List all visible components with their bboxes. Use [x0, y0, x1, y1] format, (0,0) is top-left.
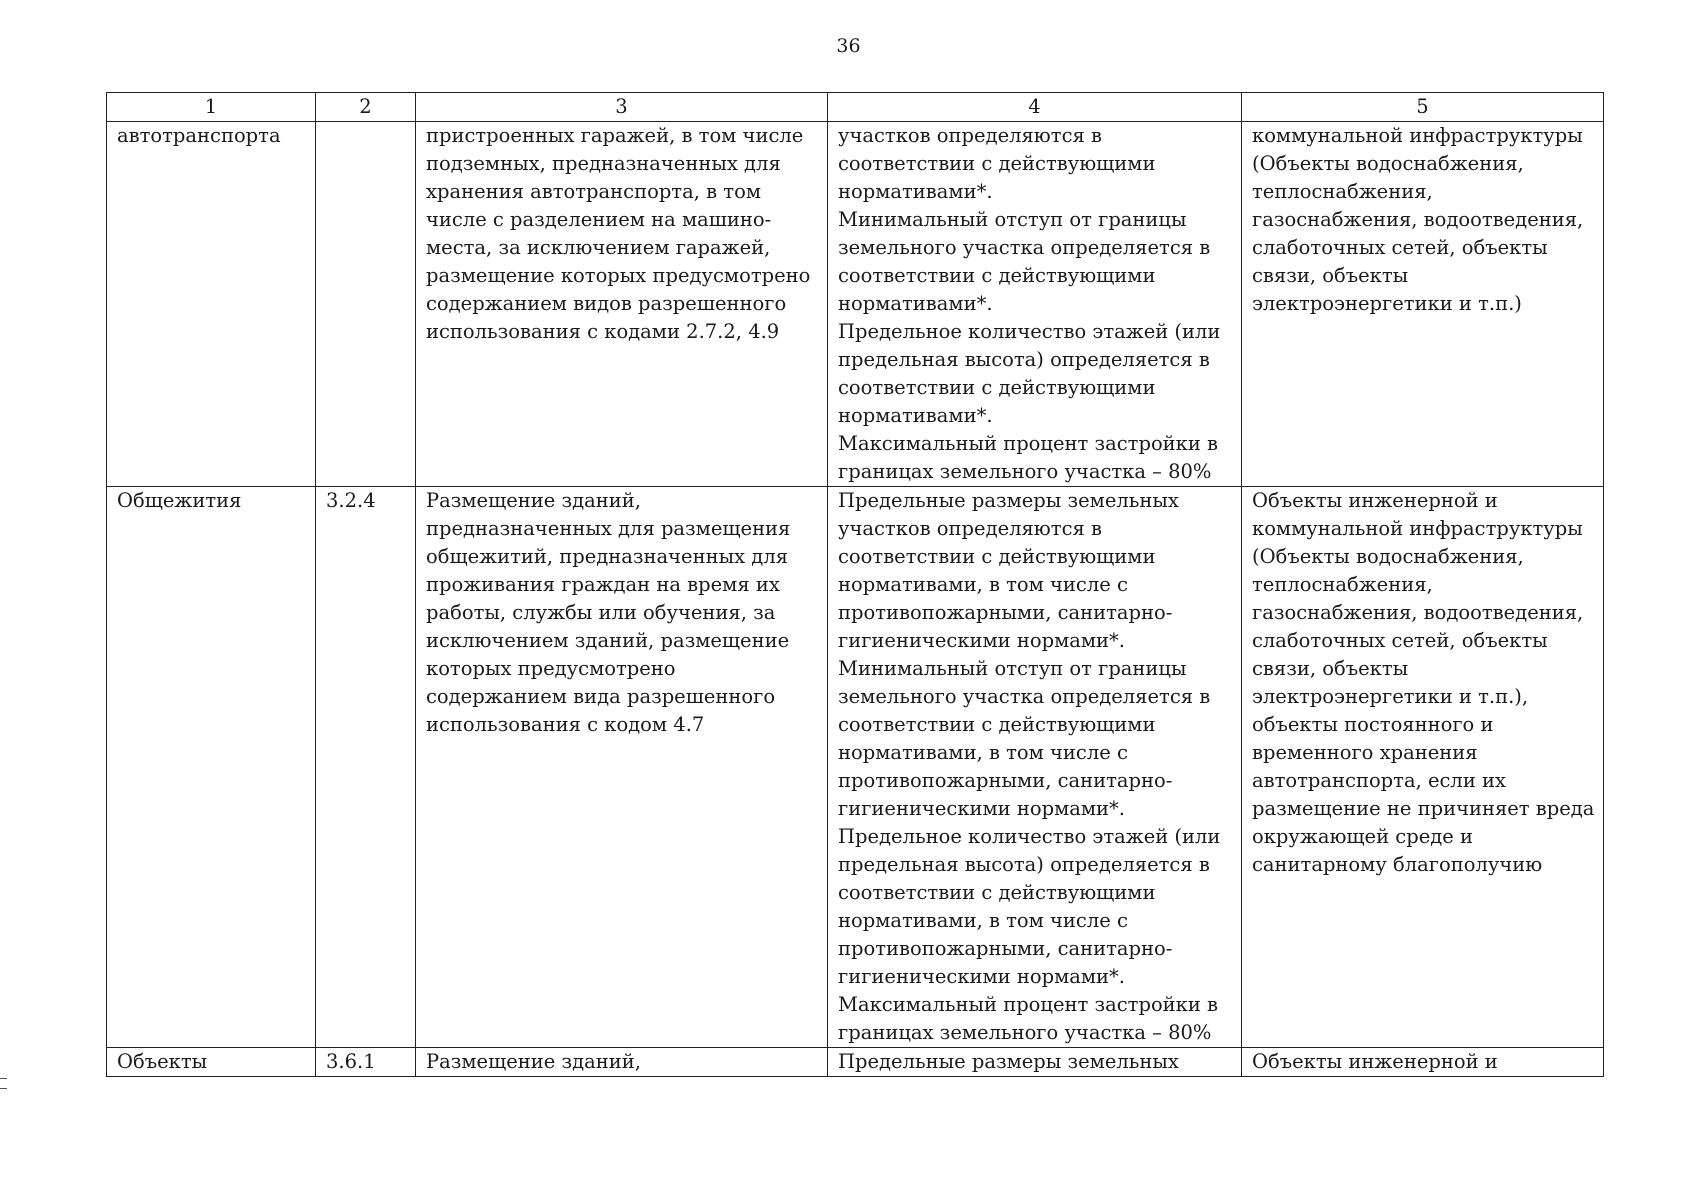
column-header: 4 [828, 93, 1242, 122]
column-header: 2 [316, 93, 416, 122]
cell-line: содержанием вида разрешенного [426, 685, 776, 708]
cell-line: соответствии с действующими [838, 264, 1156, 287]
cell-line: санитарному благополучию [1252, 853, 1543, 876]
cell-line: гигиеническими нормами*. [838, 629, 1125, 652]
cell-line: автотранспорта, если их [1252, 769, 1507, 792]
cell-line: Минимальный отступ от границы [838, 657, 1187, 680]
cell-line: границах земельного участка – 80% [838, 460, 1212, 483]
cell-line: окружающей среде и [1252, 825, 1473, 848]
auxiliary-uses-cell [1242, 122, 1604, 487]
cell-line: газоснабжения, водоотведения, [1252, 601, 1584, 624]
cell-line: временного хранения [1252, 741, 1478, 764]
cell-line: Предельное количество этажей (или [838, 825, 1221, 848]
cell-line: автотранспорта [117, 124, 281, 147]
zoning-table [106, 92, 1604, 1077]
use-name-cell [107, 122, 316, 487]
cell-line: размещение которых предусмотрено [426, 264, 811, 287]
table-row [107, 487, 1604, 1048]
cell-line: которых предусмотрено [426, 657, 676, 680]
cell-line: границах земельного участка – 80% [838, 1021, 1212, 1044]
use-code-cell [316, 122, 416, 487]
cell-line: пристроенных гаражей, в том числе [426, 124, 804, 147]
cell-line: земельного участка определяется в [838, 236, 1211, 259]
cell-line: предельная высота) определяется в [838, 853, 1210, 876]
column-header: 1 [107, 93, 316, 122]
cell-line: электроэнергетики и т.п.), [1252, 685, 1529, 708]
cell-line: Предельные размеры земельных [838, 489, 1179, 512]
cell-line: размещение не причиняет вреда [1252, 797, 1595, 820]
cell-line: Предельные размеры земельных [838, 1050, 1179, 1073]
cell-line: нормативами*. [838, 404, 993, 427]
scan-edge-mark [0, 1078, 7, 1089]
cell-line: слаботочных сетей, объекты [1252, 629, 1548, 652]
cell-line: гигиеническими нормами*. [838, 797, 1125, 820]
cell-line: Общежития [117, 489, 242, 512]
cell-line: работы, службы или обучения, за [426, 601, 776, 624]
parameters-cell [828, 1048, 1242, 1077]
cell-line: использования с кодами 2.7.2, 4.9 [426, 320, 780, 343]
cell-line: хранения автотранспорта, в том [426, 180, 761, 203]
cell-line: соответствии с действующими [838, 713, 1156, 736]
cell-line: Объекты инженерной и [1252, 1050, 1498, 1073]
cell-line: теплоснабжения, [1252, 573, 1433, 596]
cell-line: Предельное количество этажей (или [838, 320, 1221, 343]
cell-line: общежитий, предназначенных для [426, 545, 789, 568]
cell-line: связи, объекты [1252, 657, 1409, 680]
cell-line: Размещение зданий, [426, 1050, 641, 1073]
cell-line: соответствии с действующими [838, 376, 1156, 399]
use-description-cell [416, 122, 828, 487]
cell-line: 3.2.4 [326, 489, 376, 512]
cell-line: коммунальной инфраструктуры [1252, 517, 1583, 540]
cell-line: соответствии с действующими [838, 881, 1156, 904]
cell-line: (Объекты водоснабжения, [1252, 545, 1524, 568]
page-number: 36 [836, 35, 861, 57]
table-row [107, 122, 1604, 487]
column-header: 5 [1242, 93, 1604, 122]
cell-line: Размещение зданий, [426, 489, 641, 512]
cell-line: нормативами, в том числе с [838, 741, 1128, 764]
use-code-cell [316, 1048, 416, 1077]
cell-line: нормативами*. [838, 180, 993, 203]
cell-line: Объекты [117, 1050, 208, 1073]
cell-line: участков определяются в [838, 517, 1102, 540]
cell-line: теплоснабжения, [1252, 180, 1433, 203]
cell-line: противопожарными, санитарно- [838, 769, 1173, 792]
cell-line: Минимальный отступ от границы [838, 208, 1187, 231]
parameters-cell [828, 122, 1242, 487]
cell-line: Объекты инженерной и [1252, 489, 1498, 512]
column-header: 3 [416, 93, 828, 122]
use-name-cell [107, 487, 316, 1048]
cell-line: связи, объекты [1252, 264, 1409, 287]
cell-line: числе с разделением на машино- [426, 208, 772, 231]
cell-line: объекты постоянного и [1252, 713, 1494, 736]
use-code-cell [316, 487, 416, 1048]
cell-line: земельного участка определяется в [838, 685, 1211, 708]
cell-line: проживания граждан на время их [426, 573, 780, 596]
cell-line: соответствии с действующими [838, 545, 1156, 568]
auxiliary-uses-cell [1242, 487, 1604, 1048]
cell-line: противопожарными, санитарно- [838, 937, 1173, 960]
cell-line: гигиеническими нормами*. [838, 965, 1125, 988]
cell-line: электроэнергетики и т.п.) [1252, 292, 1522, 315]
cell-line: газоснабжения, водоотведения, [1252, 208, 1584, 231]
cell-line: места, за исключением гаражей, [426, 236, 771, 259]
cell-line: содержанием видов разрешенного [426, 292, 787, 315]
cell-line: участков определяются в [838, 124, 1102, 147]
cell-line: Максимальный процент застройки в [838, 993, 1219, 1016]
cell-line: (Объекты водоснабжения, [1252, 152, 1524, 175]
cell-line: 3.6.1 [326, 1050, 376, 1073]
cell-line: предназначенных для размещения [426, 517, 791, 540]
auxiliary-uses-cell [1242, 1048, 1604, 1077]
cell-line: нормативами, в том числе с [838, 909, 1128, 932]
cell-line: подземных, предназначенных для [426, 152, 781, 175]
use-description-cell [416, 487, 828, 1048]
cell-line: нормативами*. [838, 292, 993, 315]
cell-line: слаботочных сетей, объекты [1252, 236, 1548, 259]
table-row [107, 1048, 1604, 1077]
cell-line: предельная высота) определяется в [838, 348, 1210, 371]
cell-line: соответствии с действующими [838, 152, 1156, 175]
table-header-row [107, 93, 1604, 122]
cell-line: Максимальный процент застройки в [838, 432, 1219, 455]
cell-line: противопожарными, санитарно- [838, 601, 1173, 624]
cell-line: использования с кодом 4.7 [426, 713, 705, 736]
cell-line: нормативами, в том числе с [838, 573, 1128, 596]
cell-line: исключением зданий, размещение [426, 629, 790, 652]
use-description-cell [416, 1048, 828, 1077]
use-name-cell [107, 1048, 316, 1077]
parameters-cell [828, 487, 1242, 1048]
cell-line: коммунальной инфраструктуры [1252, 124, 1583, 147]
